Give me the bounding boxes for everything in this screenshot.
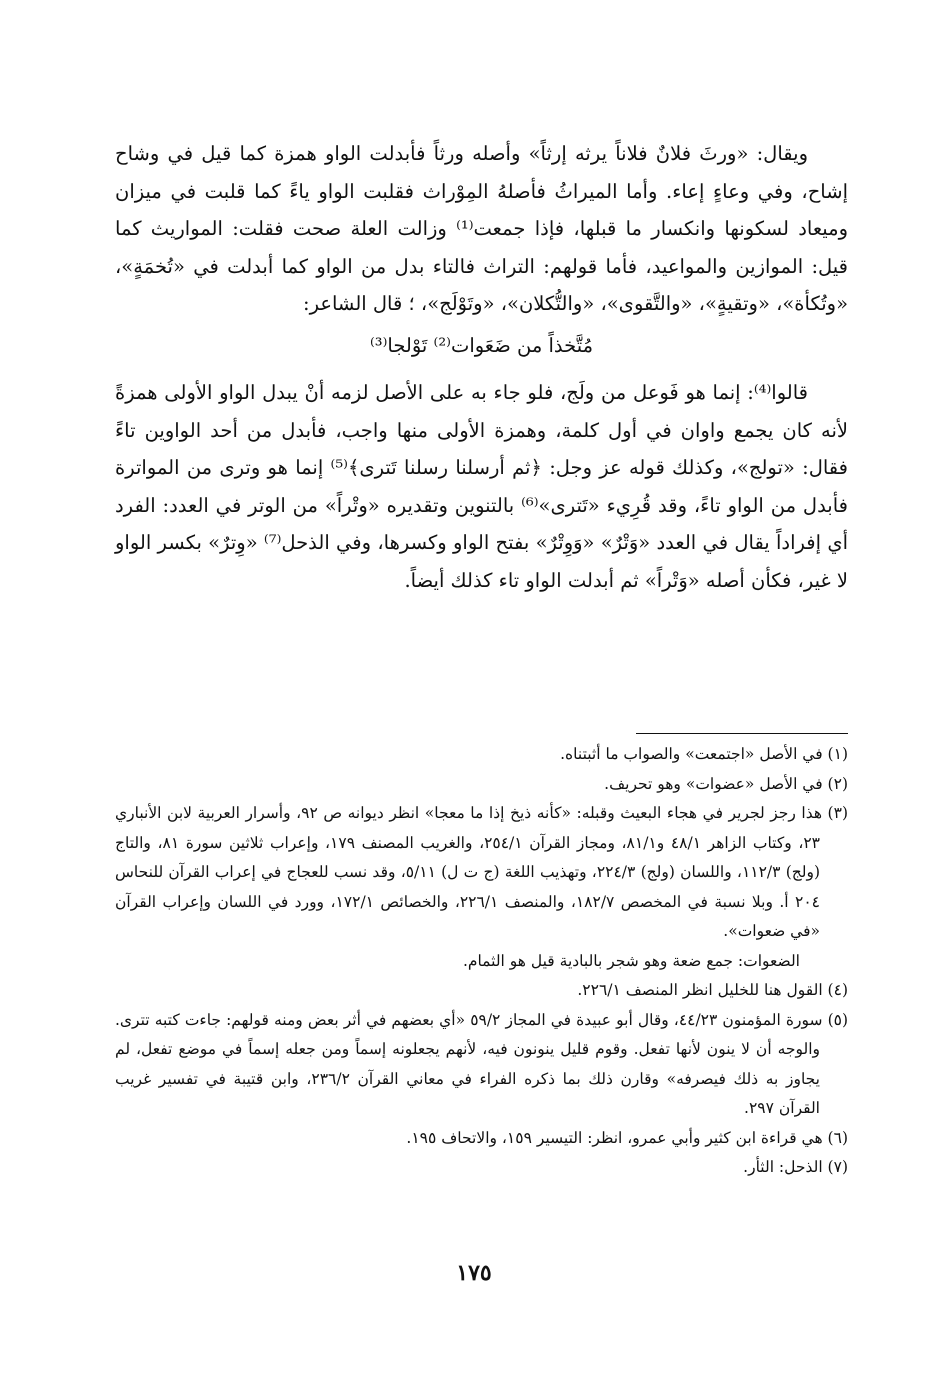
footnote-6: (٦) هي قراءة ابن كثير وأبي عمرو، انظر: التيسير ١٥٩، والاتحاف ١٩٥.	[406, 1128, 848, 1147]
footnote-5: (٥) سورة المؤمنون ٤٤/٢٣، وقال أبو عبيدة في المجاز ٥٩/٢ «أي بعضهم في أثر بعض ومنه قولهم: جاءت كتبه تترى. والوجه أن لا ينون لأنها تفعل. وقوم قليل ينونون فيه، لأنهم يجعلونه إسماً ومن جعله إسماً في موضع تفعل، لم يجاوز به ذلك فيصرفه» وقارن ذلك بما ذكره الفراء في معاني القرآن ٢٣٦/٢، وابن قتيبة في تفسير غريب القرآن ٢٩٧.	[115, 1010, 849, 1117]
footnote-2: (٢) في الأصل «عضوات» وهو تحريف.	[604, 774, 848, 793]
page-number: ١٧٥	[456, 1260, 492, 1286]
footnote-separator	[636, 733, 848, 734]
main-text	[115, 135, 848, 600]
footnote-7: (٧) الذحل: الثأر.	[743, 1158, 848, 1176]
footnotes	[115, 740, 848, 1183]
poetry-verse: مُتَّخذاً من ضَعَوات⁽²⁾ تَوْلجا⁽³⁾	[369, 333, 594, 357]
paragraph-1: ويقال: «ورثَ فلانٌ فلاناً يرثه إرثاً» وأصله ورثاً فأبدلت الواو همزة كما قيل في وشاح إشاح، وفي وعاءٍ إعاء. وأما الميراثُ فأصلهُ المِوْراث فقلبت الواو ياءً كما قلبت في ميزان وميعاد لسكونها وانكسار ما قبلها، فإذا جمعت⁽¹⁾ وزالت العلة صحت فقلت: المواريث كما قيل: الموازين والمواعيد، فأما قولهم: التراث فالتاء بدل من الواو كما أبدلت في «تُخمَةٍ»، «وتُكأة»، «وتقيةٍ»، «والتَّقوى»، «والتُّكلان»، «وتَوْلَج»، ؛ قال الشاعر:	[115, 142, 848, 316]
footnote-3: (٣) هذا رجز لجرير في هجاء البعيث وقبله: «كأنه ذيخ إذا ما معجا» انظر ديوانه ص ٩٢، وأسرار العربية لابن الأنباري ٢٣، وكتاب الزاهر ٤٨/١ و٨١/١، ومجاز القرآن ٢٥٤/١، والغريب المصنف ١٧٩، وإعراب ثلاثين سورة ٨١، والتاج (ولج) ١١٢/٣، واللسان (ولج) ٢٢٤/٣، وتهذيب اللغة (ج ت ل) ٥/١١، وقد نسب للعجاج في إعراب القرآن للنحاس ٢٠٤ أ. وبلا نسبة في المخصص ١٨٢/٧، والمنصف ٢٢٦/١، والخصائص ١٧٢/١، وورد في اللسان وإعراب القرآن «في ضعوات».	[115, 804, 848, 940]
paragraph-2: قالوا⁽⁴⁾: إنما هو فَوعل من ولَج، فلو جاء به على الأصل لزمه أنْ يبدل الواو الأولى همزةً لأنه كان يجمع واوان في أول كلمة، وهمزة الأولى منها واجب، فأبدل من أحد الواوين تاءً فقال: «تولج»، وكذلك قوله عز وجل: ﴿ثم أرسلنا رسلنا تَترى﴾⁽⁵⁾ إنما هو وترى من المواترة فأبدل من الواو تاءً، وقد قُرِيء «تَترى»⁽⁶⁾ بالتنوين وتقديره «وتْراً» من الوتر في العدد: الفرد أي إفراداً يقال في العدد «وَتْرٌ» «وَوِتْرٌ» بفتح الواو وكسرها، وفي الذحل⁽⁷⁾ «وِترٌ» بكسر الواو لا غير، فكأن أصله «وَتْراً» ثم أبدلت الواو تاء كذلك أيضاً.	[115, 380, 848, 592]
footnote-4: (٤) القول هنا للخليل انظر المنصف ٢٢٦/١.	[577, 981, 848, 999]
footnote-3-gloss: الضعوات: جمع ضعة وهو شجر بالبادية قيل هو الثمام.	[462, 951, 800, 970]
footnote-1: (١) في الأصل «اجتمعت» والصواب ما أثبتناه.	[560, 745, 848, 763]
